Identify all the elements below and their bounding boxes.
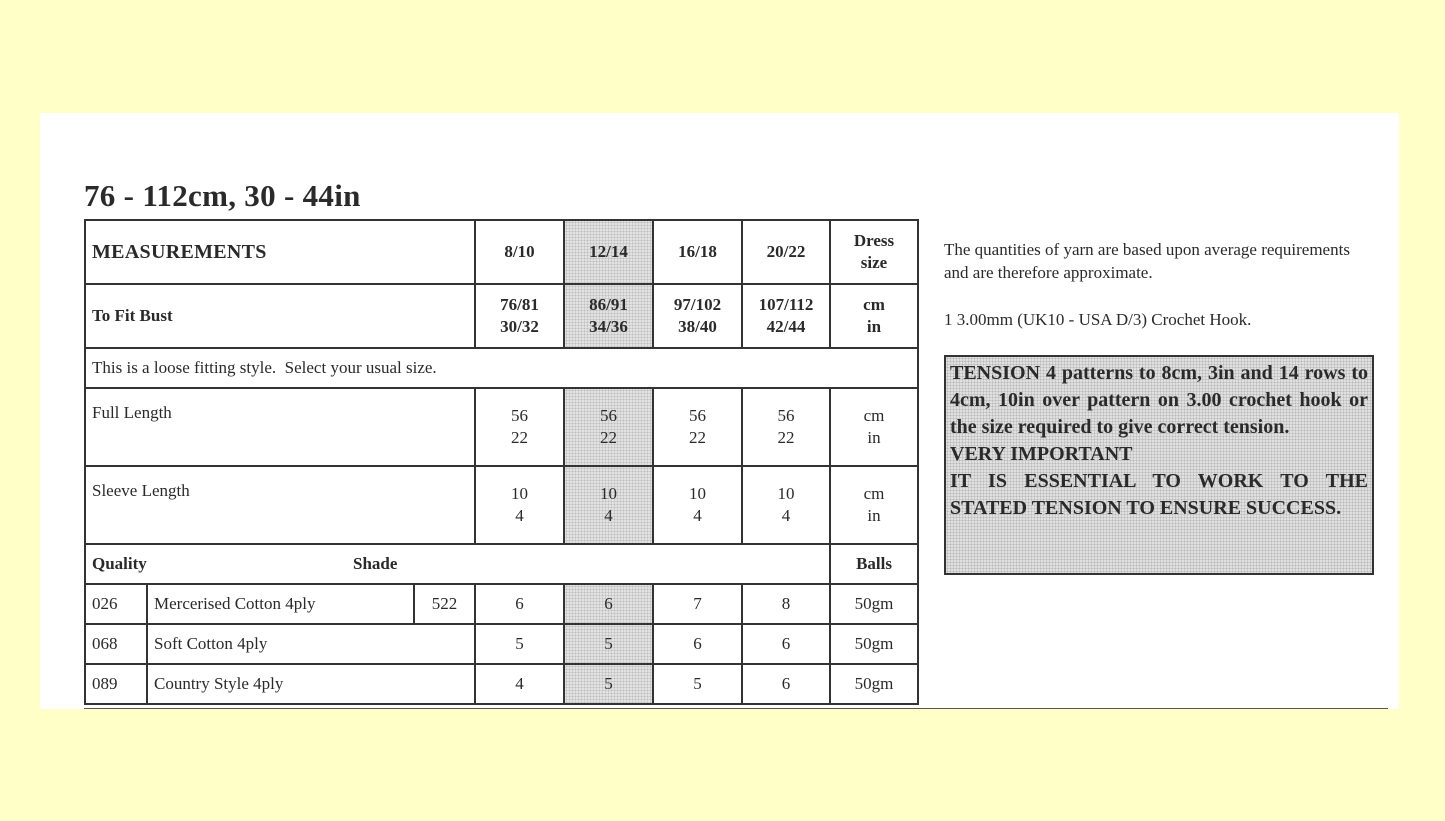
sleeve-in: 4 <box>604 506 613 525</box>
tension-text: TENSION 4 patterns to 8cm, 3in and 14 rows to 4cm, 10in over pattern on 3.00 crochet hook or the size required to give correct tension. <box>950 362 1368 438</box>
essential-text: IT IS ESSENTIAL TO WORK TO THE STATED TENSION TO ENSURE SUCCESS. <box>950 470 1368 519</box>
bust-cm: 97/102 <box>673 295 722 314</box>
yarn-code: 026 <box>85 584 147 624</box>
measurements-label: MEASUREMENTS <box>85 220 475 284</box>
length-in: 22 <box>600 428 618 447</box>
yarn-code: 089 <box>85 664 147 704</box>
yarn-weight: 50gm <box>830 624 918 664</box>
sleeve-cm: 10 <box>600 484 618 503</box>
yarn-name: Mercerised Cotton 4ply <box>147 584 414 624</box>
full-length-value <box>475 388 564 466</box>
tension-box <box>944 355 1374 575</box>
yarn-name: Country Style 4ply <box>147 664 475 704</box>
yarn-balls: 6 <box>742 664 830 704</box>
length-in: 22 <box>777 428 795 447</box>
important-text: VERY IMPORTANT <box>950 443 1133 465</box>
unit-in: in <box>867 428 881 447</box>
sleeve-in: 4 <box>693 506 702 525</box>
fit-note-row <box>85 348 918 388</box>
full-length-value <box>564 388 653 466</box>
unit-in: in <box>866 317 882 336</box>
bust-cm: 76/81 <box>500 295 539 314</box>
bust-in: 30/32 <box>500 317 539 336</box>
shade-text: Shade <box>353 554 398 573</box>
yarn-code: 068 <box>85 624 147 664</box>
dress-label: Dress <box>853 231 895 250</box>
sleeve-length-label: Sleeve Length <box>85 466 475 544</box>
size-header-row <box>85 220 918 284</box>
sleeve-cm: 10 <box>689 484 707 503</box>
yarn-balls: 4 <box>475 664 564 704</box>
size-8-10: 8/10 <box>475 220 564 284</box>
bust-in: 42/44 <box>766 317 806 336</box>
bust-cm: 107/112 <box>758 295 814 314</box>
yarn-balls: 5 <box>564 624 653 664</box>
yarn-row <box>85 664 918 704</box>
sleeve-in: 4 <box>781 506 791 525</box>
size-range-heading: 76 - 112cm, 30 - 44in <box>84 178 361 213</box>
full-length-value <box>742 388 830 466</box>
size-12-14: 12/14 <box>564 220 653 284</box>
crochet-hook-note: 1 3.00mm (UK10 - USA D/3) Crochet Hook. <box>944 310 1252 329</box>
yarn-row <box>85 584 918 624</box>
yarn-weight: 50gm <box>830 584 918 624</box>
to-fit-bust-label: To Fit Bust <box>85 284 475 348</box>
yarn-quantity-note: The quantities of yarn are based upon average requirements and are therefore approximate. <box>944 240 1350 282</box>
to-fit-bust-row <box>85 284 918 348</box>
bust-units <box>830 284 918 348</box>
yarn-name: Soft Cotton 4ply <box>147 624 475 664</box>
fit-note: This is a loose fitting style. Select your usual size. <box>85 348 918 388</box>
yarn-row <box>85 624 918 664</box>
sleeve-length-value <box>564 466 653 544</box>
length-cm: 56 <box>689 406 707 425</box>
length-in: 22 <box>511 428 529 447</box>
sleeve-length-units <box>830 466 918 544</box>
unit-cm: cm <box>863 295 885 314</box>
yarn-balls: 5 <box>564 664 653 704</box>
dress-size-label <box>830 220 918 284</box>
length-cm: 56 <box>511 406 529 425</box>
size-16-18: 16/18 <box>653 220 742 284</box>
yarn-balls: 5 <box>653 664 742 704</box>
bust-in: 34/36 <box>589 317 628 336</box>
balls-label: Balls <box>830 544 918 584</box>
quality-header-row <box>85 544 918 584</box>
yarn-balls: 5 <box>475 624 564 664</box>
yarn-balls: 6 <box>742 624 830 664</box>
sleeve-length-value <box>475 466 564 544</box>
length-cm: 56 <box>600 406 618 425</box>
bust-value <box>653 284 742 348</box>
yarn-balls: 6 <box>475 584 564 624</box>
bust-value <box>564 284 653 348</box>
bust-cm: 86/91 <box>589 295 628 314</box>
sleeve-cm: 10 <box>511 484 529 503</box>
full-length-value <box>653 388 742 466</box>
unit-in: in <box>867 506 881 525</box>
yarn-balls: 7 <box>653 584 742 624</box>
sleeve-length-value <box>653 466 742 544</box>
sleeve-in: 4 <box>515 506 524 525</box>
full-length-units <box>830 388 918 466</box>
measurements-table <box>84 219 919 705</box>
yarn-balls: 6 <box>564 584 653 624</box>
sleeve-cm: 10 <box>777 484 795 503</box>
bust-value <box>475 284 564 348</box>
unit-cm: cm <box>863 406 885 425</box>
length-in: 22 <box>689 428 707 447</box>
size-label: size <box>860 253 888 272</box>
full-length-row <box>85 388 918 466</box>
yarn-weight: 50gm <box>830 664 918 704</box>
length-cm: 56 <box>777 406 795 425</box>
unit-cm: cm <box>863 484 885 503</box>
yarn-balls: 6 <box>653 624 742 664</box>
shade-label <box>353 544 830 584</box>
yarn-shade: 522 <box>414 584 475 624</box>
bottom-rule <box>84 708 1388 709</box>
sleeve-length-value <box>742 466 830 544</box>
bust-in: 38/40 <box>678 317 717 336</box>
size-20-22: 20/22 <box>742 220 830 284</box>
full-length-label: Full Length <box>85 388 475 466</box>
quality-label: Quality <box>85 544 414 584</box>
yarn-balls: 8 <box>742 584 830 624</box>
bust-value <box>742 284 830 348</box>
sleeve-length-row <box>85 466 918 544</box>
